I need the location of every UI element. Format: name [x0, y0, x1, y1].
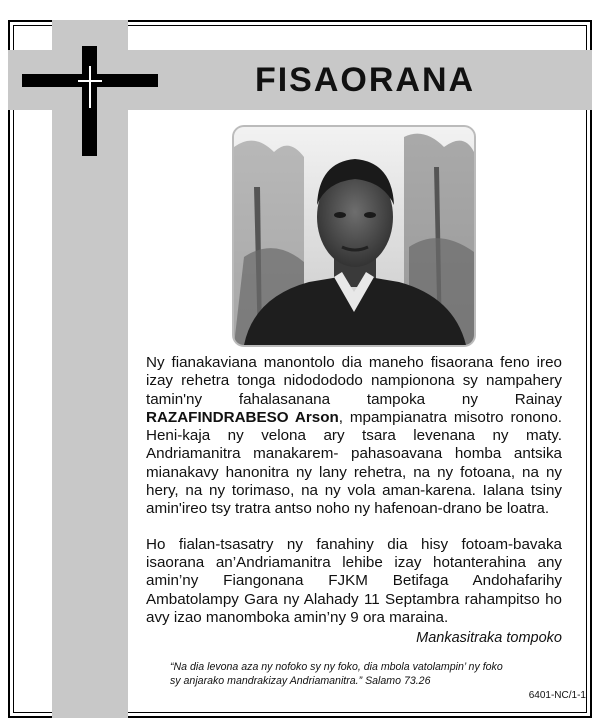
reference-code: 6401-NC/1-1	[528, 690, 586, 701]
portrait-photo	[232, 125, 476, 347]
thank-you-message	[146, 354, 562, 644]
paragraph-2: Ho fialan-tsasatry ny fanahiny dia hisy fotoam-bavaka isaorana an’Andriamanitra lehibe izay hotanterahina any amin’ny Fiangonana FJKM Betifaga Andohafarihy Ambatolampy Gara ny Alahady 11 Septambra rahampitso ho avy izao manomboka amin’ny 9 ora maraina.	[146, 535, 562, 626]
deceased-name: RAZAFINDRABESO Arson	[146, 408, 339, 426]
signature: Mankasitraka tompoko	[416, 630, 562, 646]
paragraph-1: Ny fianakaviana manontolo dia maneho fisaorana feno ireo izay rehetra tonga nidodododo nampionona sy nampahery tamin'ny fahalasanana tampoka ny Rainay RAZAFINDRABESO Arson, mpampianatra misotro ronono. Heni-kaja ny velona ary tsara levenana ny maty. Andriamanitra manakarem- pahasoavana homba antsika mianakavy hanonitra ny lany rehetra, na ny fotoana, na ny hery, na ny torimaso, na ny vola aman-karena. Ialana tsiny amin'ireo tsy tratra antso noho ny hafenoan-drano be loatra.	[146, 354, 562, 518]
bible-quote: “Na dia levona aza ny nofoko sy ny foko, dia mbola vatolampin’ ny foko sy anjarako mandrakizay Andriamanitra.” Salamo 73.26	[170, 661, 503, 687]
page-title: FISAORANA	[254, 61, 476, 99]
